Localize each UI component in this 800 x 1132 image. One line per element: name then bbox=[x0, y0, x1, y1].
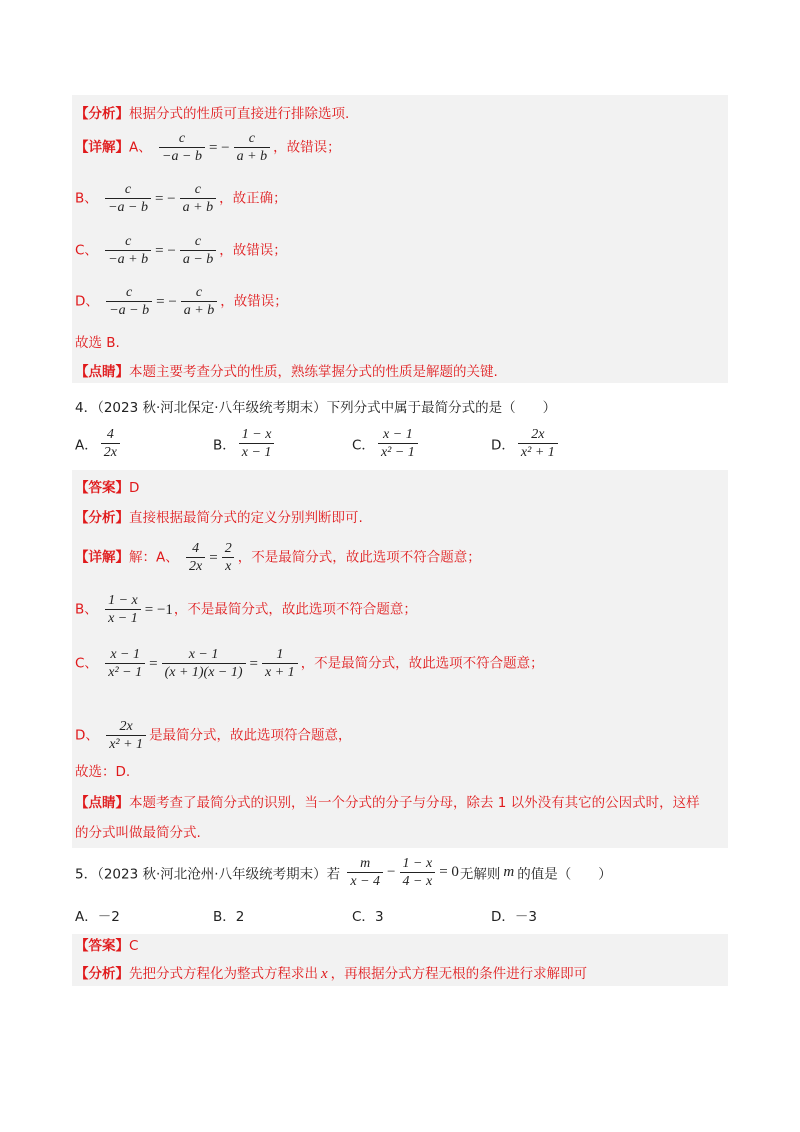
option-label: C． bbox=[352, 909, 375, 925]
analysis-tag: 【分析】 bbox=[75, 966, 129, 982]
q3-choose: 故选 B. bbox=[75, 335, 120, 351]
numerator: 1 − x bbox=[108, 593, 138, 608]
analysis-tag: 【分析】 bbox=[75, 106, 129, 122]
fraction bbox=[239, 426, 275, 461]
q5-stem bbox=[75, 855, 612, 890]
option-value: －2 bbox=[97, 909, 120, 925]
fraction bbox=[105, 646, 145, 681]
conclusion: ，故错误； bbox=[273, 139, 341, 156]
denominator: −a + b bbox=[105, 250, 151, 268]
denominator: x² + 1 bbox=[518, 443, 558, 461]
numerator: c bbox=[194, 234, 202, 249]
conclusion: ，不是最简分式，故此选项不符合题意； bbox=[173, 601, 417, 618]
conclusion: ，故正确； bbox=[219, 190, 287, 207]
equals: = − bbox=[208, 139, 230, 156]
numerator: c bbox=[178, 131, 186, 146]
conclusion: ，不是最简分式，故此选项不符合题意； bbox=[300, 655, 544, 672]
equals: = bbox=[209, 549, 218, 566]
option-label: C． bbox=[352, 437, 375, 454]
option-value: －3 bbox=[514, 909, 537, 925]
denominator: x² − 1 bbox=[105, 663, 145, 681]
denominator: x² − 1 bbox=[378, 443, 418, 461]
fraction bbox=[181, 284, 217, 319]
comment-tag: 【点睛】 bbox=[75, 795, 129, 811]
denominator: 4 − x bbox=[400, 872, 436, 890]
answer-tag: 【答案】 bbox=[75, 480, 129, 496]
option-value: 2 bbox=[235, 909, 245, 925]
option-label: C、 bbox=[75, 655, 98, 672]
denominator: x bbox=[222, 557, 234, 575]
equals: = −1 bbox=[144, 601, 173, 618]
q4-option-b bbox=[213, 426, 277, 461]
equals: = bbox=[149, 655, 158, 672]
fraction bbox=[159, 130, 205, 165]
equals: = − bbox=[155, 242, 176, 259]
fraction bbox=[106, 718, 146, 753]
comment-text: 本题主要考查分式的性质，熟练掌握分式的性质是解题的关键. bbox=[129, 364, 498, 380]
q4-detail-b bbox=[75, 592, 417, 627]
variable-x: x bbox=[321, 966, 328, 982]
q4-option-a bbox=[75, 426, 123, 461]
analysis-text: 直接根据最简分式的定义分别判断即可. bbox=[129, 510, 363, 526]
option-label: A． bbox=[75, 437, 98, 454]
q4-comment-line-2: 的分式叫做最简分式. bbox=[75, 825, 201, 841]
equals: = − bbox=[154, 190, 176, 207]
numerator: c bbox=[126, 285, 133, 300]
q3-detail-d bbox=[75, 284, 288, 319]
q4-answer bbox=[75, 478, 139, 498]
fraction bbox=[106, 284, 152, 319]
option-label: B． bbox=[213, 437, 236, 454]
conclusion: ，故错误； bbox=[219, 242, 287, 259]
numerator: x − 1 bbox=[188, 647, 219, 662]
detail-tag: 【详解】 bbox=[75, 139, 129, 156]
q4-choose: 故选：D. bbox=[75, 764, 131, 780]
fraction bbox=[234, 130, 270, 165]
denominator: −a − b bbox=[159, 147, 205, 165]
numerator: c bbox=[194, 182, 201, 197]
denominator: −a − b bbox=[106, 301, 152, 319]
q4-detail-a bbox=[75, 540, 481, 575]
q4-analysis bbox=[75, 508, 363, 528]
numerator: c bbox=[124, 182, 132, 197]
question-stem: 下列分式中属于最简分式的是（ ） bbox=[326, 400, 557, 416]
analysis-text: 根据分式的性质可直接进行排除选项. bbox=[129, 106, 350, 122]
fraction bbox=[101, 426, 120, 461]
fraction bbox=[518, 426, 558, 461]
denominator: a + b bbox=[234, 147, 270, 165]
q5-option-c bbox=[352, 905, 384, 925]
option-label: A． bbox=[75, 909, 98, 925]
question-stem-post: 无解则 bbox=[459, 866, 501, 883]
q4-option-c bbox=[352, 426, 421, 461]
fraction bbox=[347, 855, 383, 890]
q5-option-d bbox=[491, 905, 537, 925]
option-label: B． bbox=[213, 909, 236, 925]
option-label: D、 bbox=[75, 293, 99, 310]
numerator: 2 bbox=[224, 541, 232, 556]
q5-option-a bbox=[75, 905, 120, 925]
fraction bbox=[105, 592, 141, 627]
fraction bbox=[162, 646, 246, 681]
option-label: A、 bbox=[129, 139, 152, 156]
analysis-tag: 【分析】 bbox=[75, 510, 129, 526]
fraction bbox=[180, 181, 216, 216]
answer-value: C bbox=[129, 938, 139, 954]
denominator: x − 1 bbox=[105, 609, 141, 627]
equals: = − bbox=[156, 293, 177, 310]
q3-detail-a bbox=[75, 130, 341, 165]
q4-stem bbox=[75, 396, 556, 416]
numerator: 1 bbox=[276, 647, 284, 662]
fraction bbox=[378, 426, 418, 461]
fraction bbox=[400, 855, 436, 890]
fraction bbox=[262, 646, 298, 681]
denominator: −a − b bbox=[105, 198, 151, 216]
variable-m: m bbox=[503, 864, 515, 880]
option-label: B、 bbox=[75, 190, 98, 207]
option-value: 3 bbox=[374, 909, 384, 925]
denominator: x + 1 bbox=[262, 663, 298, 681]
analysis-text-1: 先把分式方程化为整式方程求出 bbox=[129, 966, 318, 982]
numerator: 2x bbox=[119, 719, 133, 734]
comment-tag: 【点睛】 bbox=[75, 364, 129, 380]
answer-value: D bbox=[129, 480, 140, 496]
q3-comment bbox=[75, 362, 498, 382]
fraction bbox=[105, 233, 151, 268]
denominator: a + b bbox=[180, 198, 216, 216]
numerator: m bbox=[360, 856, 371, 871]
q4-detail-c bbox=[75, 646, 544, 681]
denominator: a − b bbox=[180, 250, 216, 268]
fraction bbox=[180, 233, 216, 268]
minus: − bbox=[387, 864, 396, 880]
q3-analysis bbox=[75, 104, 349, 124]
numerator: c bbox=[195, 285, 203, 300]
equals: = bbox=[249, 655, 259, 672]
answer-tag: 【答案】 bbox=[75, 938, 129, 954]
q5-option-b bbox=[213, 905, 244, 925]
conclusion: 是最简分式，故此选项符合题意， bbox=[149, 727, 352, 744]
q5-analysis bbox=[75, 964, 587, 984]
q5-answer bbox=[75, 936, 138, 956]
conclusion: ，不是最简分式，故此选项不符合题意； bbox=[237, 549, 481, 566]
numerator: c bbox=[248, 131, 255, 146]
q4-option-d bbox=[491, 426, 561, 461]
denominator: x − 1 bbox=[239, 443, 275, 461]
denominator: x² + 1 bbox=[106, 735, 146, 753]
numerator: 1 − x bbox=[402, 856, 433, 871]
question-source: （2023 秋·河北保定·八年级统考期末） bbox=[97, 400, 327, 416]
numerator: 1 − x bbox=[241, 427, 272, 442]
numerator: x − 1 bbox=[110, 647, 140, 662]
denominator: 2x bbox=[186, 557, 205, 575]
analysis-text-2: ，再根据分式方程无根的条件进行求解即可 bbox=[330, 966, 588, 982]
fraction bbox=[186, 540, 205, 575]
equals-zero: = 0 bbox=[439, 864, 459, 880]
detail-prefix: 解：A、 bbox=[129, 549, 179, 566]
conclusion: ，故错误； bbox=[220, 293, 288, 310]
numerator: 4 bbox=[192, 541, 200, 556]
option-label: D． bbox=[491, 909, 515, 925]
question-stem-pre: 若 bbox=[326, 866, 341, 883]
denominator: 2x bbox=[101, 443, 120, 461]
numerator: 4 bbox=[106, 427, 114, 442]
q4-detail-d bbox=[75, 718, 352, 753]
fraction bbox=[105, 181, 151, 216]
numerator: c bbox=[125, 234, 132, 249]
option-label: D． bbox=[491, 437, 515, 454]
numerator: x − 1 bbox=[383, 427, 413, 442]
fraction bbox=[222, 540, 235, 575]
question-number: 4． bbox=[75, 400, 98, 416]
q4-comment-line-1 bbox=[75, 793, 700, 813]
numerator: 2x bbox=[531, 427, 545, 442]
denominator: a + b bbox=[181, 301, 217, 319]
q3-detail-b bbox=[75, 181, 287, 216]
question-stem-end: 的值是（ ） bbox=[517, 866, 612, 883]
comment-text: 本题考查了最简分式的识别，当一个分式的分子与分母，除去 1 以外没有其它的公因式时，这样 bbox=[129, 795, 700, 811]
option-label: D、 bbox=[75, 727, 99, 744]
q3-detail-c bbox=[75, 233, 287, 268]
detail-tag: 【详解】 bbox=[75, 549, 129, 566]
option-label: C、 bbox=[75, 242, 98, 259]
question-number: 5． bbox=[75, 866, 98, 883]
question-source: （2023 秋·河北沧州·八年级统考期末） bbox=[97, 866, 327, 883]
denominator: (x + 1)(x − 1) bbox=[162, 663, 246, 681]
option-label: B、 bbox=[75, 601, 98, 618]
denominator: x − 4 bbox=[347, 872, 383, 890]
